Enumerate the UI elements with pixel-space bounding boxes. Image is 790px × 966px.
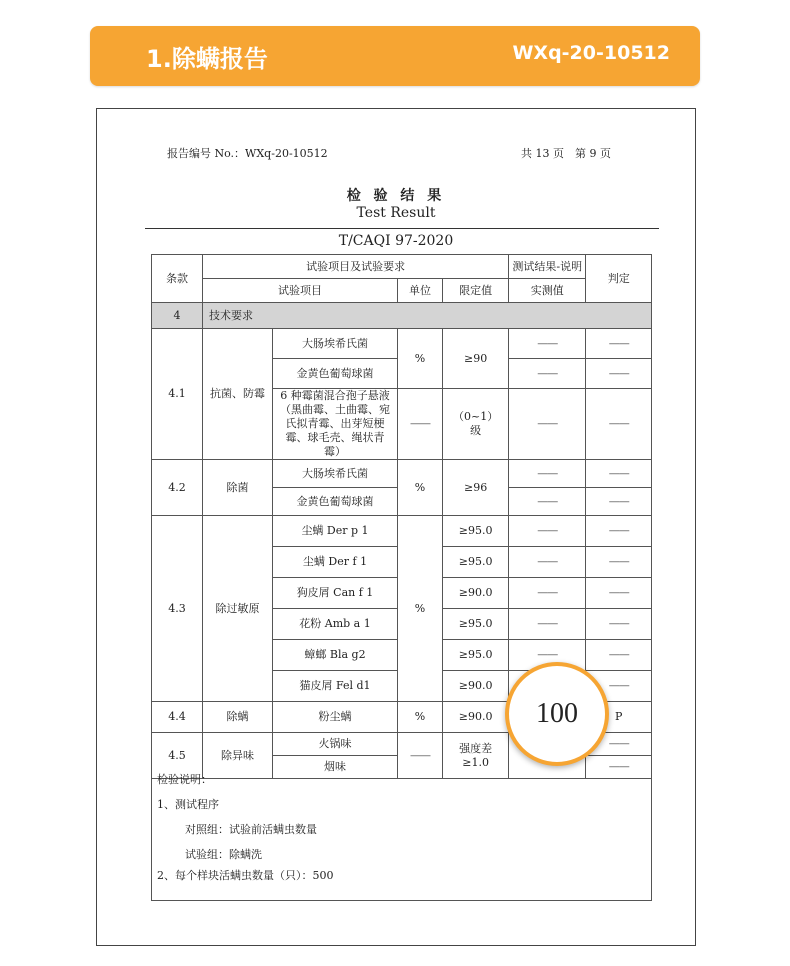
limit: ≥95.0: [443, 547, 509, 578]
section-no: 4: [152, 303, 203, 329]
section-row-4: [152, 303, 652, 329]
header-limit: 限定值: [443, 279, 509, 303]
limit: ≥90.0: [443, 702, 509, 733]
limit: ≥95.0: [443, 609, 509, 640]
header-items-req: 试验项目及试验要求: [203, 255, 509, 279]
section-name: 技术要求: [203, 303, 652, 329]
banner-title: 1.除螨报告: [146, 45, 268, 73]
test-item: 尘螨 Der f 1: [273, 547, 398, 578]
verdict: ——: [586, 329, 652, 359]
table-row: [152, 460, 652, 488]
test-item: 狗皮屑 Can f 1: [273, 578, 398, 609]
measured: ——: [509, 389, 586, 460]
measured: ——: [509, 329, 586, 359]
verdict: ——: [586, 578, 652, 609]
verdict: ——: [586, 516, 652, 547]
test-item: 大肠埃希氏菌: [273, 329, 398, 359]
clause-name: 除过敏原: [203, 516, 273, 702]
verdict: ——: [586, 640, 652, 671]
measured: ——: [509, 547, 586, 578]
limit: ≥95.0: [443, 640, 509, 671]
unit: %: [398, 460, 443, 516]
clause-no: 4.2: [152, 460, 203, 516]
test-item: 烟味: [273, 756, 398, 779]
header-item-no: 条款: [152, 255, 203, 303]
notes-control-group: 对照组：试验前活螨虫数量: [185, 823, 317, 836]
test-item: 大肠埃希氏菌: [273, 460, 398, 488]
header-verdict: 判定: [586, 255, 652, 303]
test-item: 尘螨 Der p 1: [273, 516, 398, 547]
measured: ——: [509, 460, 586, 488]
verdict: ——: [586, 389, 652, 460]
banner-code: WXq-20-10512: [512, 42, 670, 64]
highlight-magnifier: 100: [505, 662, 609, 766]
notes-title: 检验说明：: [157, 773, 212, 786]
results-table: [151, 254, 652, 901]
test-item: 猫皮屑 Fel d1: [273, 671, 398, 702]
unit: ——: [398, 389, 443, 460]
clause-name: 除菌: [203, 460, 273, 516]
title-banner: [90, 26, 700, 86]
title-divider: [145, 228, 659, 229]
clause-no: 4.5: [152, 733, 203, 779]
header-result: 测试结果-说明: [509, 255, 586, 279]
header-measured: 实测值: [509, 279, 586, 303]
verdict: ——: [586, 609, 652, 640]
test-item: 金黄色葡萄球菌: [273, 488, 398, 516]
test-item: 火锅味: [273, 733, 398, 756]
test-item: 粉尘螨: [273, 702, 398, 733]
page-counter: 共 13 页 第 9 页: [521, 147, 611, 160]
verdict: ——: [586, 488, 652, 516]
verdict: ——: [586, 547, 652, 578]
header-item: 试验项目: [203, 279, 398, 303]
clause-name: 抗菌、防霉: [203, 329, 273, 460]
limit: ≥96: [443, 460, 509, 516]
verdict: ——: [586, 733, 652, 756]
limit: 强度差≥1.0: [443, 733, 509, 779]
unit: %: [398, 329, 443, 389]
measured: ——: [509, 516, 586, 547]
limit: ≥90.0: [443, 578, 509, 609]
verdict: ——: [586, 756, 652, 779]
verdict: ——: [586, 359, 652, 389]
test-item: 花粉 Amb a 1: [273, 609, 398, 640]
cn-title: 检 验 结 果: [346, 188, 446, 204]
test-item: 蟑螂 Bla g2: [273, 640, 398, 671]
measured: ——: [509, 609, 586, 640]
verdict: ——: [586, 671, 652, 702]
unit: %: [398, 516, 443, 702]
unit: ——: [398, 733, 443, 779]
notes-item-1: 1、测试程序: [157, 798, 219, 811]
report-number: 报告编号 No.：WXq-20-10512: [167, 147, 328, 160]
measured: ——: [509, 578, 586, 609]
unit: %: [398, 702, 443, 733]
en-title: Test Result: [356, 205, 436, 221]
limit: ≥95.0: [443, 516, 509, 547]
test-item: 金黄色葡萄球菌: [273, 359, 398, 389]
clause-no: 4.1: [152, 329, 203, 460]
table-row: [152, 516, 652, 547]
limit: （0~1）级: [443, 389, 509, 460]
notes-item-2: 2、每个样块活螨虫数量（只）：500: [157, 869, 334, 882]
measured: ——: [509, 640, 586, 671]
limit: ≥90: [443, 329, 509, 389]
standard-code: T/CAQI 97-2020: [338, 233, 454, 249]
table-row: [152, 329, 652, 359]
test-item: 6 种霉菌混合孢子悬液（黑曲霉、土曲霉、宛氏拟青霉、出芽短梗霉、球毛壳、绳状青霉）: [273, 389, 398, 460]
report-document: [96, 108, 696, 946]
measured: ——: [509, 359, 586, 389]
clause-no: 4.4: [152, 702, 203, 733]
clause-name: 除异味: [203, 733, 273, 779]
limit: ≥90.0: [443, 671, 509, 702]
header-unit: 单位: [398, 279, 443, 303]
verdict: ——: [586, 460, 652, 488]
clause-name: 除螨: [203, 702, 273, 733]
clause-no: 4.3: [152, 516, 203, 702]
verdict: P: [586, 702, 652, 733]
notes-test-group: 试验组：除螨洗: [185, 848, 262, 861]
measured: ——: [509, 488, 586, 516]
